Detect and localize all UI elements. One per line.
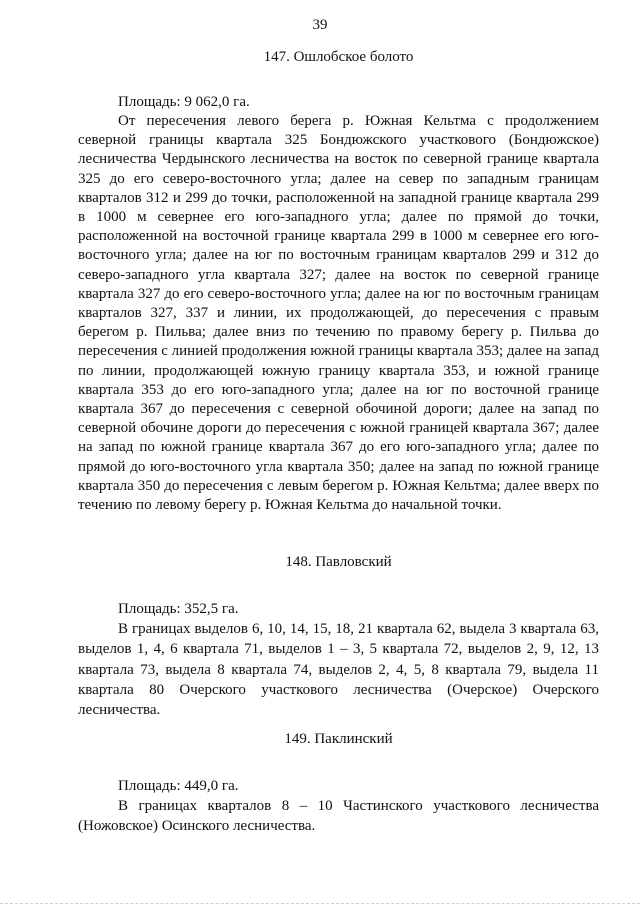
section-149 bbox=[78, 729, 599, 837]
area-text: Площадь: 449,0 га. bbox=[118, 778, 239, 794]
page-number: 39 bbox=[312, 17, 328, 33]
boundary-description: От пересечения левого берега р. Южная Кельтма с продолжением северной границы квартала 325 Бондюжского участкового (Бондюжское) лесничества Чердынского лесничества на восток по северной границе квартала 325 до его северо-восточного угла; далее на север по западным границам кварталов 312 и 299 до точки, расположенной на западной границе квартала 299 в 1000 м севернее его юго-западного угла; далее по прямой до точки, расположенной на восточной границе квартала 299 в 1000 м севернее его юго-восточного угла; далее на юг по восточным границам кварталов 299 и 312 до северо-западного угла квартала 327; далее на восток по северной границе квартала 327 до его северо-восточного угла; далее на юг по восточным границам кварталов 327, 337 и линии, их продолжающей, до пересечения с правым берегом р. Пильва; далее вниз по течению по правому берегу р. Пильва до пересечения с линией продолжения южной границы квартала 353; далее на запад по линии, продолжающей южную границу квартала 353, и южной границе квартала 353 до его юго-западного угла; далее на юг по восточной границе квартала 367 до пересечения с северной обочиной дороги; далее на запад по северной обочине дороги до пересечения с южной границей квартала 367; далее на запад по южной границе квартала 367 до его юго-западного угла; далее по прямой до юго-восточного угла квартала 350; далее на запад по южной границе квартала 350 до пересечения с левым берегом р. Южная Кельтма; далее вверх по течению по левому берегу р. Южная Кельтма до начальной точки. bbox=[78, 113, 600, 514]
boundary-description: В границах выделов 6, 10, 14, 15, 18, 21 квартала 62, выдела 3 квартала 63, выделов 1, 4, 6 квартала 71, выделов 1 – 3, 5 квартала 72, выделов 2, 9, 12, 13 квартала 73, выдела 8 квартала 74, выделов 2, 4, 5, 8 квартала 79, выдела 11 квартала 80 Очерского участкового лесничества (Очерское) Очерского лесничества. bbox=[78, 621, 599, 719]
section-heading: 148. Павловский bbox=[285, 554, 392, 570]
section-147 bbox=[78, 47, 599, 515]
area-text: Площадь: 352,5 га. bbox=[118, 601, 239, 617]
section-heading: 149. Паклинский bbox=[284, 731, 393, 747]
page-bottom-divider bbox=[0, 903, 640, 904]
section-148 bbox=[78, 552, 599, 720]
section-heading: 147. Ошлобское болото bbox=[263, 49, 414, 65]
area-text: Площадь: 9 062,0 га. bbox=[118, 94, 250, 110]
boundary-description: В границах кварталов 8 – 10 Частинского участкового лесничества (Ножовское) Осинского лесничества. bbox=[78, 798, 599, 835]
